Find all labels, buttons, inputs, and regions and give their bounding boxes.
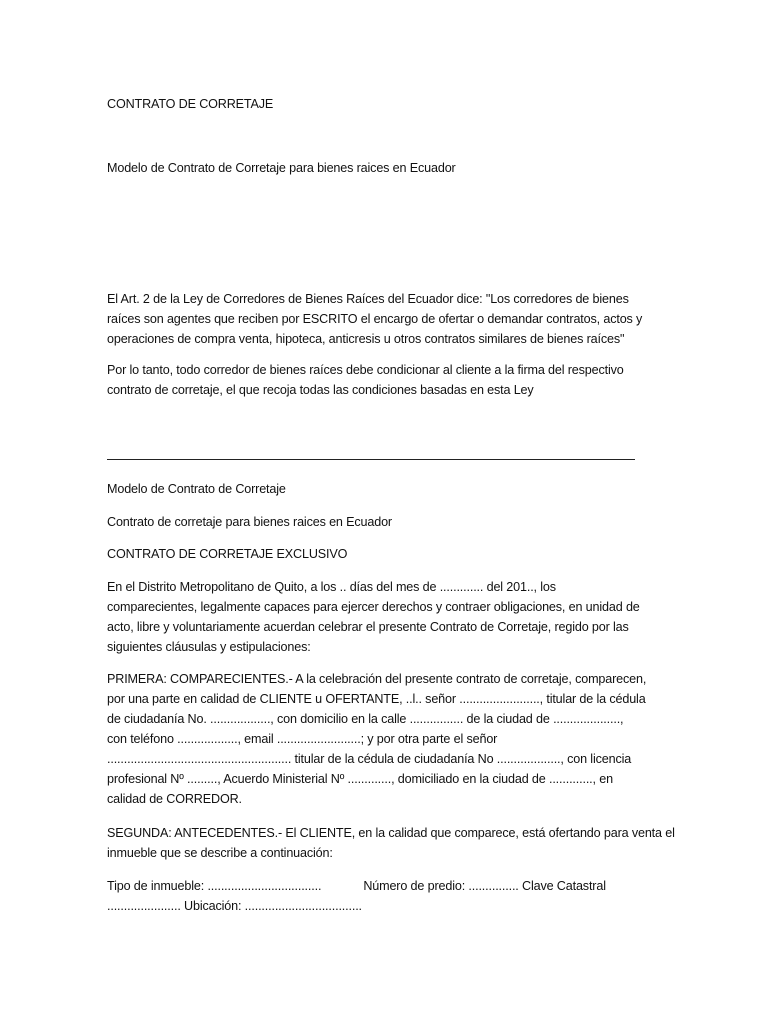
opening-line: En el Distrito Metropolitano de Quito, a los .. días del mes de ............. del 201.., los [107, 580, 556, 594]
intro-line: raíces son agentes que reciben por ESCRITO el encargo de ofertar o demandar contratos, actos y [107, 312, 643, 326]
consequence-paragraph [107, 360, 667, 400]
ubicacion-field: ...................... Ubicación: ................................... [107, 899, 362, 913]
clause-line: inmueble que se describe a continuación: [107, 846, 333, 860]
clause-line: calidad de CORREDOR. [107, 792, 242, 806]
section-divider [107, 459, 635, 460]
clause-line: PRIMERA: COMPARECIENTES.- A la celebración del presente contrato de corretaje, comparecen, [107, 672, 647, 686]
document-title: CONTRATO DE CORRETAJE [107, 97, 274, 111]
document-subtitle: Modelo de Contrato de Corretaje para bienes raices en Ecuador [107, 161, 456, 175]
clause-segunda [107, 823, 675, 863]
clause-line: por una parte en calidad de CLIENTE u OFERTANTE, ..l.. señor ........................, titular de la cédula [107, 692, 646, 706]
intro-paragraph [107, 289, 667, 349]
consequence-line: Por lo tanto, todo corredor de bienes raíces debe condicionar al cliente a la firma del respectivo [107, 363, 624, 377]
opening-line: comparecientes, legalmente capaces para ejercer derechos y contraer obligaciones, en unidad de [107, 600, 640, 614]
property-fields [107, 876, 667, 916]
clause-line: ....................................................... titular de la cédula de ciudadanía No ..................., con licencia [107, 752, 632, 766]
clause-line: con teléfono .................., email .........................; y por otra parte el señor [107, 732, 498, 746]
intro-line: El Art. 2 de la Ley de Corredores de Bienes Raíces del Ecuador dice: "Los corredores de bienes [107, 292, 629, 306]
opening-paragraph [107, 577, 667, 657]
opening-line: siguientes cláusulas y estipulaciones: [107, 640, 311, 654]
numero-predio-field: Número de predio: ............... Clave Catastral [363, 879, 606, 893]
opening-line: acto, libre y voluntariamente acuerdan celebrar el presente Contrato de Corretaje, regido por las [107, 620, 629, 634]
consequence-line: contrato de corretaje, el que recoja todas las condiciones basadas en esta Ley [107, 383, 534, 397]
property-fields-line [107, 876, 667, 896]
model-subheading: Contrato de corretaje para bienes raices en Ecuador [107, 515, 392, 529]
intro-line: operaciones de compra venta, hipoteca, anticresis u otros contratos similares de bienes raíces" [107, 332, 625, 346]
clause-line: de ciudadanía No. .................., con domicilio en la calle ................ de la ciudad de ...................., [107, 712, 624, 726]
clause-primera [107, 669, 667, 809]
model-heading: Modelo de Contrato de Corretaje [107, 482, 286, 496]
clause-line: SEGUNDA: ANTECEDENTES.- El CLIENTE, en la calidad que comparece, está ofertando para venta el [107, 826, 675, 840]
clause-line: profesional Nº ........., Acuerdo Ministerial Nº ............., domiciliado en la ciudad de ............., en [107, 772, 613, 786]
contract-heading: CONTRATO DE CORRETAJE EXCLUSIVO [107, 547, 348, 561]
tipo-inmueble-field: Tipo de inmueble: .................................. [107, 879, 322, 893]
